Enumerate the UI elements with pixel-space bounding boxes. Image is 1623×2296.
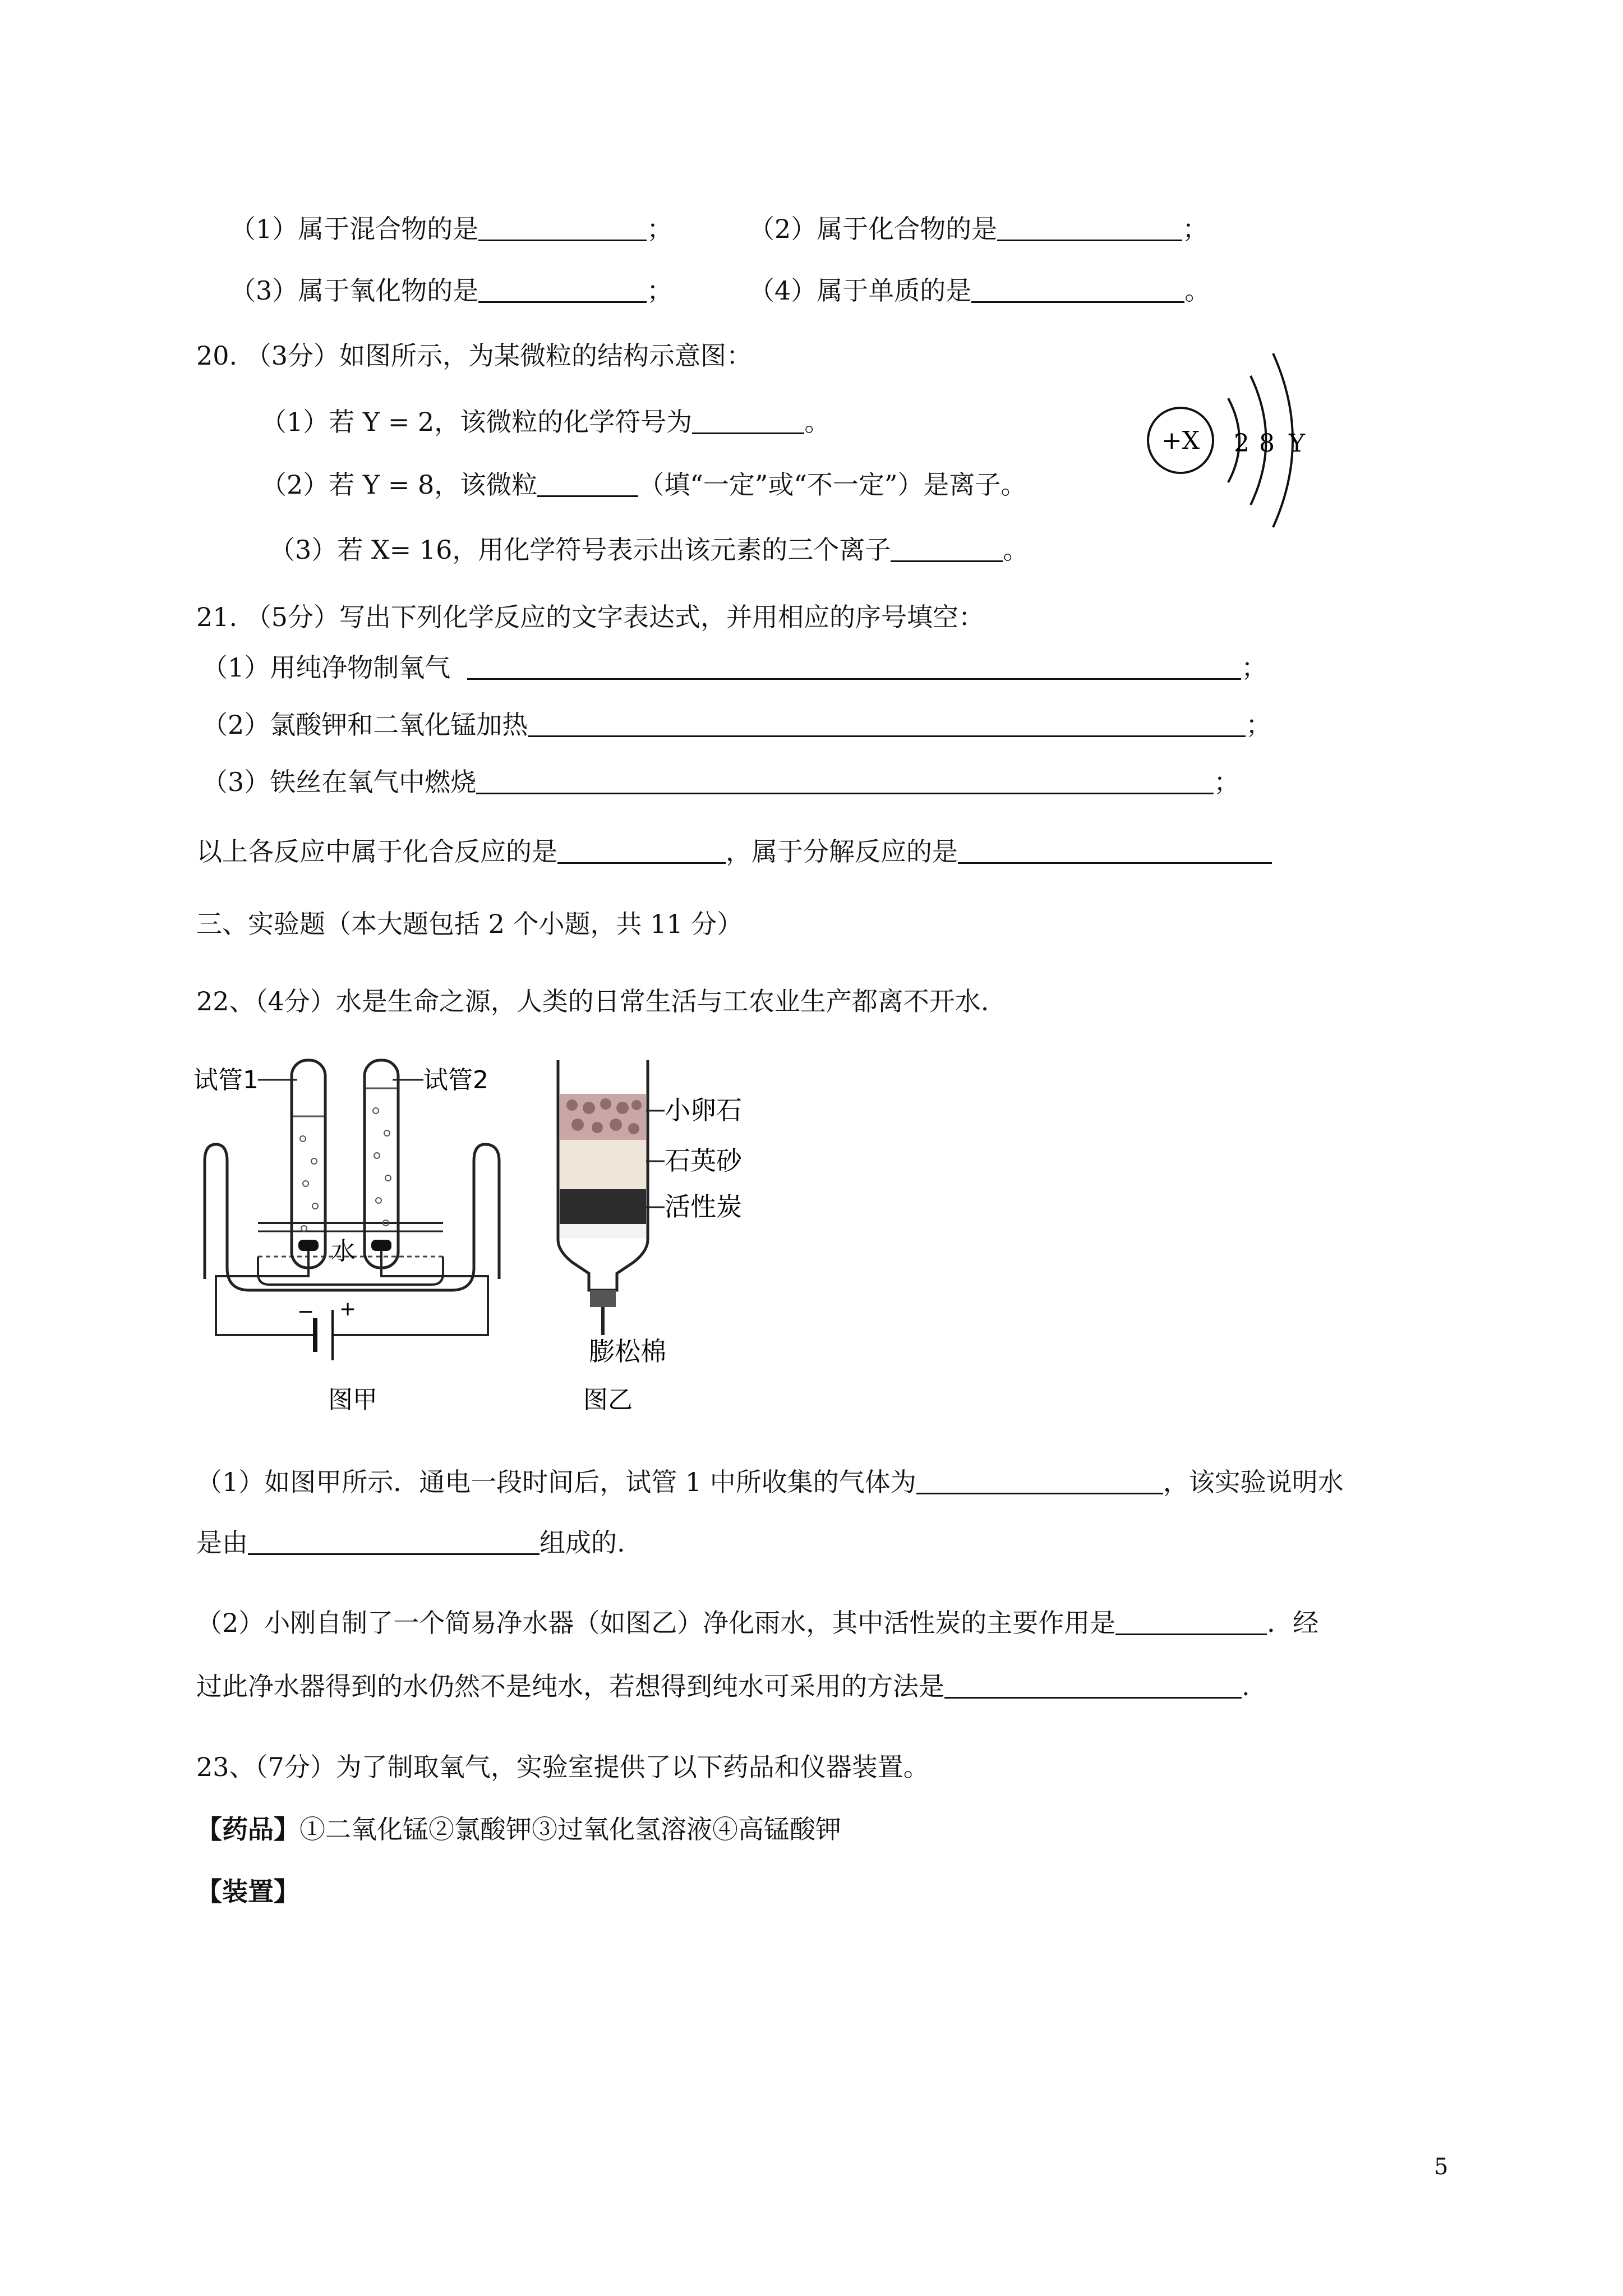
figure-a-caption: 图甲	[328, 1386, 377, 1414]
q22-blank-composition[interactable]	[248, 1529, 540, 1555]
q21-stem: 21. （5分）写出下列化学反应的文字表达式，并用相应的序号填空：	[196, 602, 985, 632]
figure-b-caption: 图乙	[583, 1386, 633, 1414]
q19-blank-4[interactable]	[971, 277, 1184, 303]
nucleus-charge: +X	[1161, 426, 1200, 455]
q23-stem: 23、（7分）为了制取氧气，实验室提供了以下药品和仪器装置。	[196, 1752, 929, 1782]
q19-item-2: （2）属于化合物的是 ；	[749, 214, 1209, 244]
tube-1-label: 试管1	[193, 1066, 259, 1094]
q22-blank-carbon-role[interactable]	[1115, 1609, 1267, 1635]
figure-water-purifier	[550, 1055, 774, 1419]
q19-blank-3[interactable]	[478, 277, 647, 303]
cotton-label: 膨松棉	[589, 1336, 666, 1366]
quartz-sand-label: 石英砂	[665, 1145, 742, 1176]
electrode-1	[298, 1240, 319, 1251]
q20-blank-2[interactable]	[537, 471, 638, 497]
q21-summary: 以上各反应中属于化合反应的是 ，属于分解反应的是	[196, 835, 1272, 868]
activated-carbon-layer	[560, 1189, 646, 1224]
q23-device-label: 【装置】	[196, 1876, 299, 1907]
q20-item-3: （3）若 X= 16，用化学符号表示出该元素的三个离子 。	[269, 535, 1029, 565]
water-label: 水	[331, 1237, 356, 1266]
q21-blank-1[interactable]	[467, 654, 1241, 680]
test-tube-1	[292, 1060, 325, 1268]
q19-item-3: （3）属于氧化物的是 ；	[230, 275, 673, 306]
q20-blank-3[interactable]	[891, 536, 1003, 562]
tube-2-label: 试管2	[423, 1066, 488, 1094]
q22-item-1-line-1: （1）如图甲所示．通电一段时间后，试管 1 中所收集的气体为 ，该实验说明水	[196, 1467, 1344, 1497]
q22-item-2-line-1: （2）小刚自制了一个简易净水器（如图乙）净化雨水，其中活性炭的主要作用是 ．经	[196, 1608, 1319, 1638]
quartz-sand-layer	[560, 1140, 646, 1189]
q19-item-1: （1）属于混合物的是 ；	[230, 214, 673, 244]
section-3-heading: 三、实验题（本大题包括 2 个小题，共 11 分）	[196, 909, 743, 939]
wire-right	[334, 1251, 488, 1335]
cotton-layer	[560, 1224, 646, 1238]
activated-carbon-label: 活性炭	[665, 1191, 742, 1222]
gas-bubbles	[300, 1108, 391, 1231]
q22-blank-gas[interactable]	[916, 1468, 1163, 1494]
q20-blank-1[interactable]	[692, 408, 804, 434]
figure-electrolysis	[193, 1055, 510, 1419]
q22-item-2-line-2: 过此净水器得到的水仍然不是纯水，若想得到纯水可采用的方法是 .	[196, 1671, 1250, 1701]
electrode-2	[371, 1240, 391, 1251]
q21-blank-2[interactable]	[528, 711, 1246, 737]
q22-item-1-line-2: 是由 组成的.	[196, 1527, 625, 1558]
q19-item-4: （4）属于单质的是 。	[749, 275, 1211, 306]
shell-2-electrons: 8	[1259, 429, 1275, 458]
page-number: 5	[1434, 2154, 1449, 2180]
q19-blank-2[interactable]	[997, 215, 1182, 241]
q22-blank-pure-water-method[interactable]	[944, 1672, 1242, 1699]
q21-item-1: （1）用纯净物制氧气 ；	[202, 652, 1267, 683]
q19-blank-1[interactable]	[478, 215, 647, 241]
battery-minus-sign: −	[297, 1300, 315, 1323]
q21-blank-3[interactable]	[476, 768, 1214, 794]
q22-stem: 22、（4分）水是生命之源，人类的日常生活与工农业生产都离不开水.	[196, 986, 989, 1016]
q20-item-1: （1）若 Y = 2，该微粒的化学符号为 。	[261, 407, 831, 437]
q20-stem: 20. （3分）如图所示，为某微粒的结构示意图：	[196, 341, 753, 371]
shell-1-electrons: 2	[1234, 429, 1249, 458]
q21-blank-combination[interactable]	[557, 838, 726, 864]
test-tube-2	[365, 1060, 398, 1268]
pebbles-label: 小卵石	[665, 1095, 742, 1125]
q21-item-3: （3）铁丝在氧气中燃烧 ；	[202, 767, 1240, 797]
shell-3-electrons: Y	[1289, 429, 1306, 458]
q21-blank-decomposition[interactable]	[958, 838, 1272, 864]
q20-item-2: （2）若 Y = 8，该微粒 （填“一定”或“不一定”）是离子。	[261, 470, 1027, 500]
q21-item-2: （2）氯酸钾和二氧化锰加热 ；	[202, 710, 1272, 740]
atom-structure-diagram	[1138, 342, 1329, 533]
q23-drugs: 【药品】①二氧化锰②氯酸钾③过氧化氢溶液④高锰酸钾	[196, 1814, 841, 1844]
battery-plus-sign: +	[339, 1297, 357, 1320]
purifier-valve	[590, 1290, 616, 1307]
